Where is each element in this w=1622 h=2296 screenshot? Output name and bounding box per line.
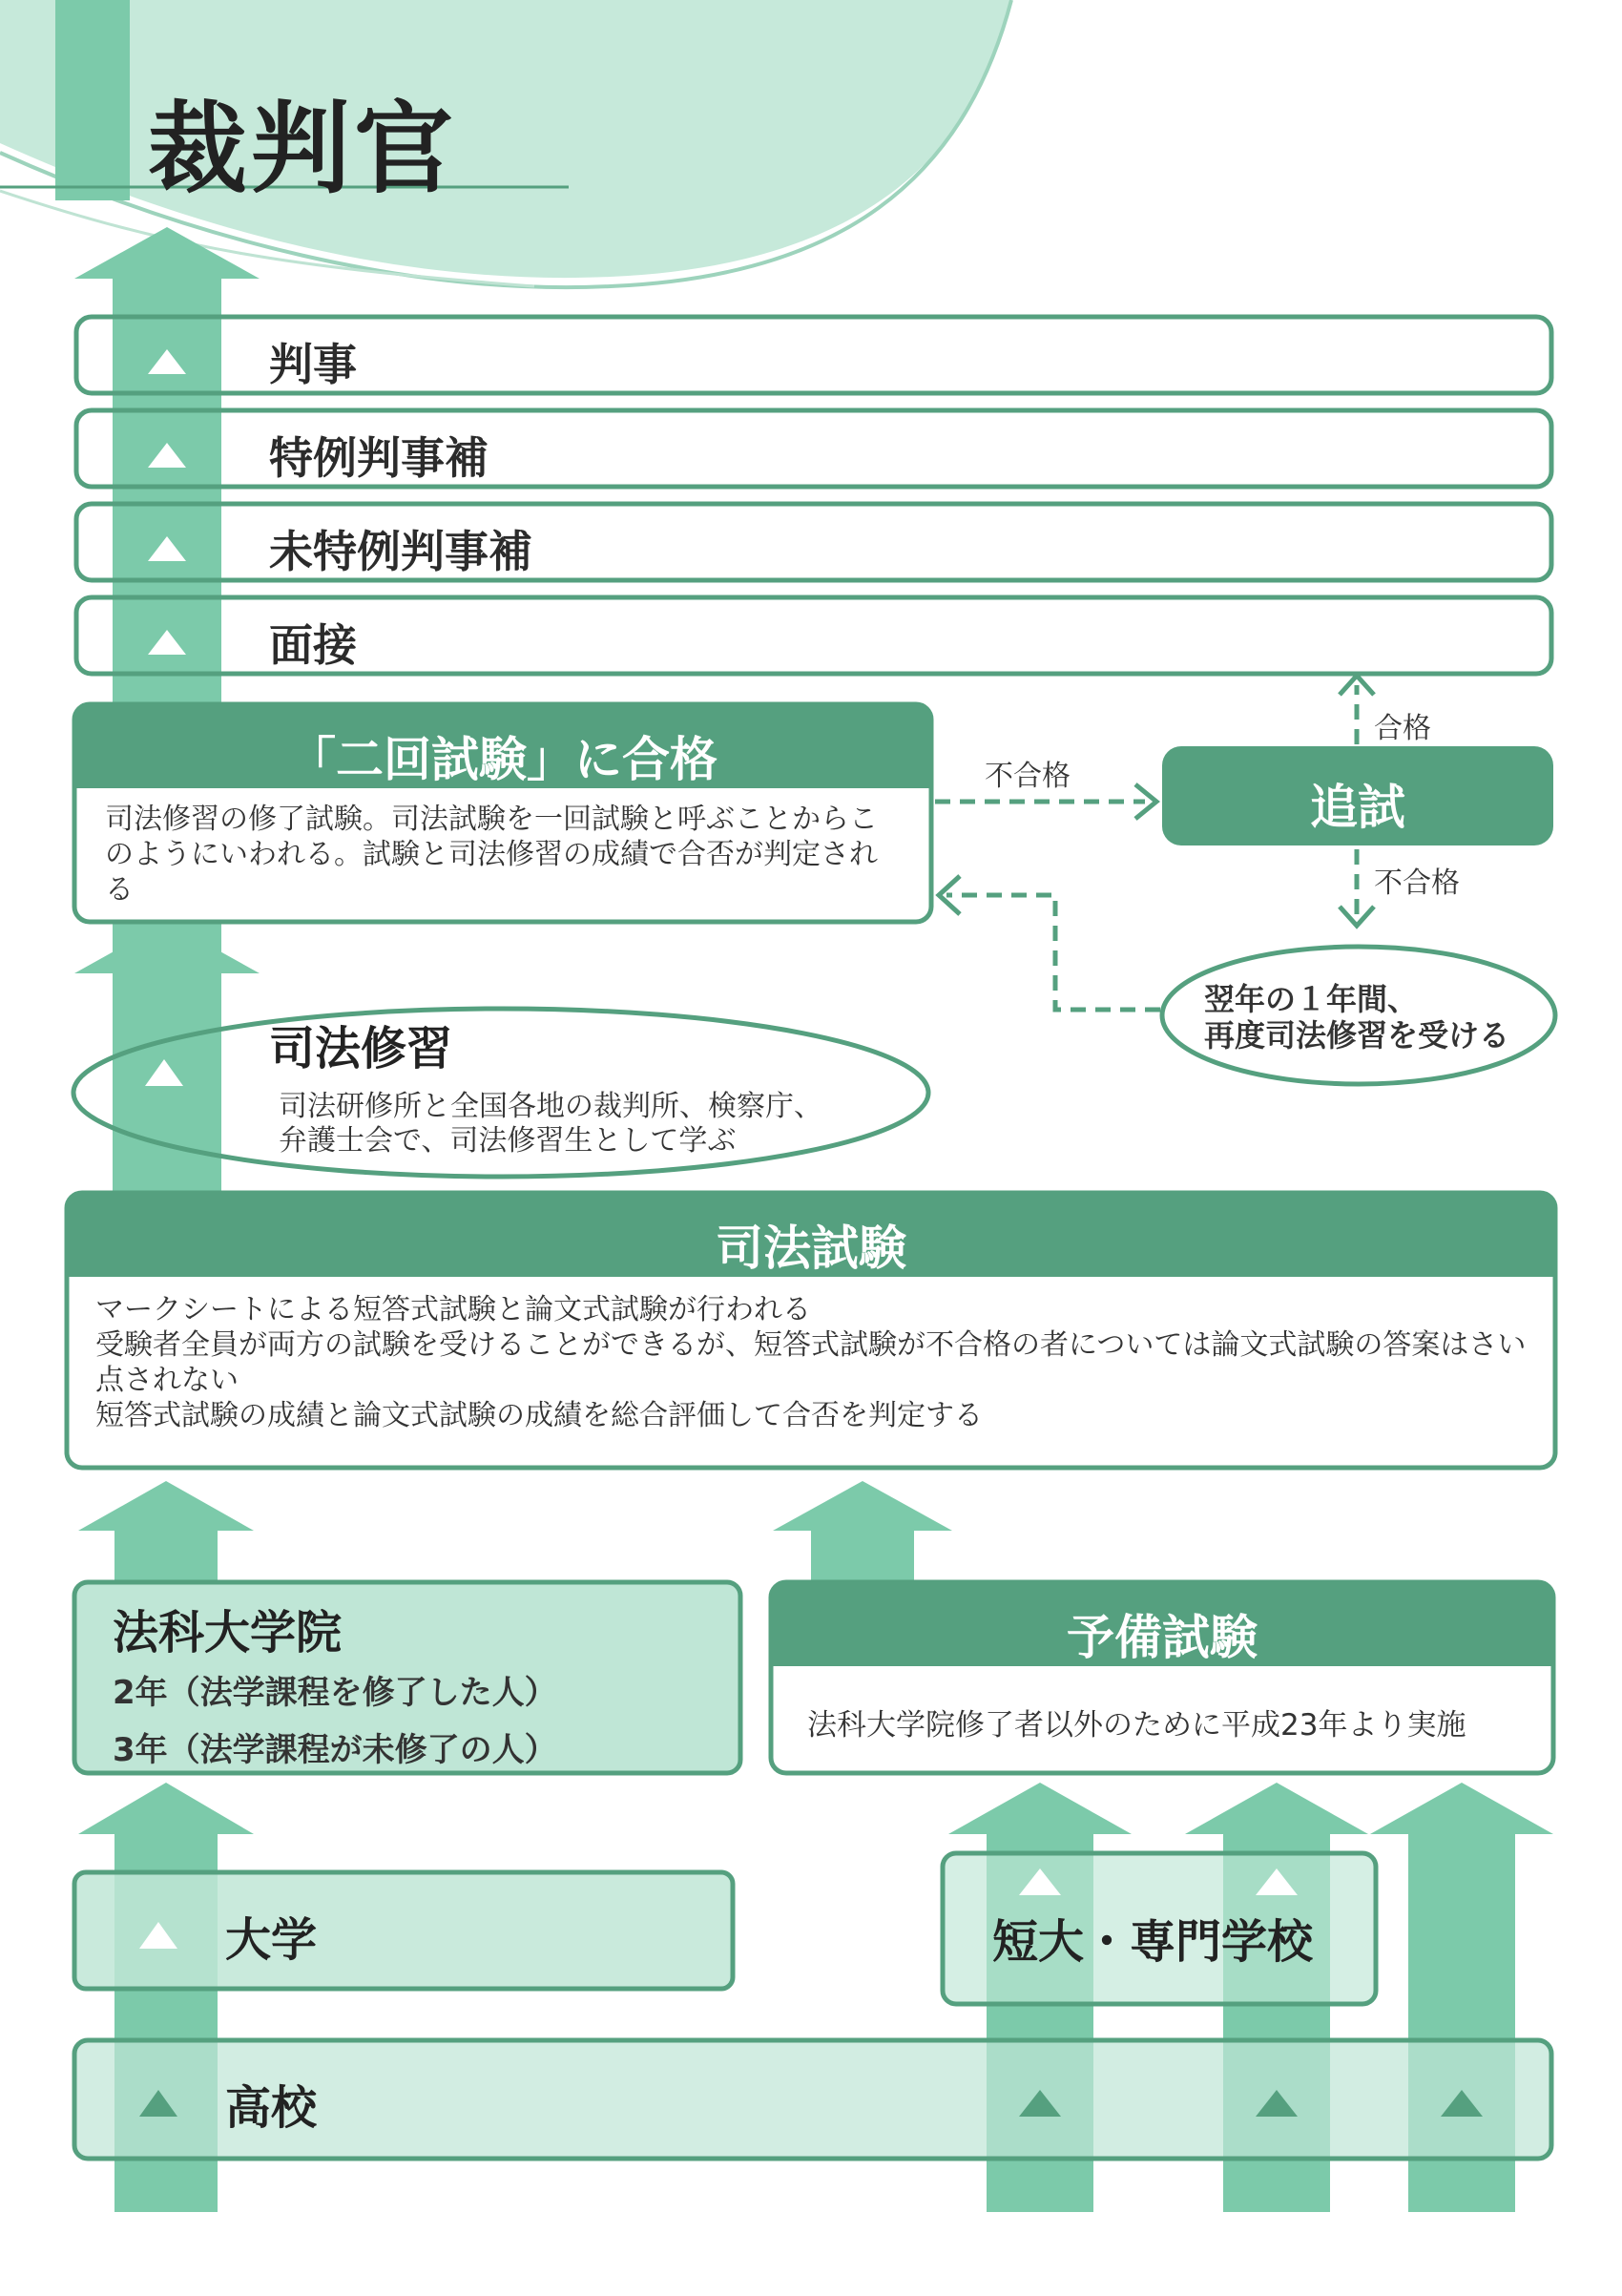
right-arrow-2-head — [1185, 1783, 1368, 1834]
nikai-body: 司法修習の修了試験。司法試験を一回試験と呼ぶことからこのようにいわれる。試験と司法修習の成績で合否が判定される — [105, 803, 878, 907]
step-label-mitokurei: 未特例判事補 — [269, 526, 532, 577]
step-label-tokurei: 特例判事補 — [269, 432, 489, 484]
nikai-header: 「二回試験」に合格 — [288, 732, 717, 787]
edge-label-pass: 合格 — [1374, 712, 1431, 745]
retrain-line1: 翌年の１年間、 — [1204, 981, 1419, 1017]
shiken-line: 短答式試験の成績と論文式試験の成績を総合評価して合否を判定する — [95, 1399, 983, 1432]
lawschool-title: 法科大学院 — [113, 1606, 343, 1659]
yobi-up-arrow-shaft — [811, 1527, 914, 1584]
highschool-label: 高校 — [225, 2081, 318, 2135]
lawschool-up-arrow-shaft — [114, 1527, 218, 1584]
university-label: 大学 — [225, 1913, 318, 1967]
university-box — [74, 1872, 733, 1989]
lawschool-line1: 2年（法学課程を修了した人） — [113, 1674, 557, 1712]
junior-college-label: 短大・専門学校 — [992, 1915, 1314, 1969]
shushu-title: 司法修習 — [269, 1022, 453, 1075]
tsuishi-label: 追試 — [1310, 780, 1405, 835]
step-label-hanji: 判事 — [269, 339, 357, 390]
shiken-line: マークシートによる短答式試験と論文式試験が行われる — [95, 1293, 811, 1326]
yobi-up-arrow-head — [773, 1481, 952, 1531]
yobi-body: 法科大学院修了者以外のために平成23年より実施 — [807, 1708, 1466, 1743]
shiken-header: 司法試験 — [716, 1221, 906, 1276]
retrain-return-line — [946, 895, 1160, 1010]
right-arrow-3-head — [1370, 1783, 1553, 1834]
edge-label-fail-down: 不合格 — [1374, 866, 1460, 900]
shiken-body — [95, 1292, 1527, 1433]
step-label-mensetsu: 面接 — [269, 619, 357, 671]
edge-label-fail-right: 不合格 — [985, 760, 1071, 793]
shushu-line2: 弁護士会で、司法修習生として学ぶ — [279, 1124, 737, 1158]
retrain-line2: 再度司法修習を受ける — [1204, 1017, 1510, 1054]
yobi-header: 予備試験 — [1067, 1610, 1258, 1665]
page-title: 裁判官 — [148, 90, 458, 207]
right-arrow-1-head — [948, 1783, 1132, 1834]
lawschool-up-arrow-head — [78, 1481, 254, 1531]
lawschool-line2: 3年（法学課程が未修了の人） — [113, 1731, 557, 1769]
shiken-line: 受験者全員が両方の試験を受けることができるが、短答式試験が不合格の者については論文式試験の答案はさい点されない — [95, 1328, 1527, 1397]
main-arrow-head-mid — [74, 922, 260, 973]
shushu-line1: 司法研修所と全国各地の裁判所、検察庁、 — [279, 1090, 822, 1123]
university-arrow-head — [78, 1783, 254, 1834]
title-accent-bar — [55, 0, 130, 200]
